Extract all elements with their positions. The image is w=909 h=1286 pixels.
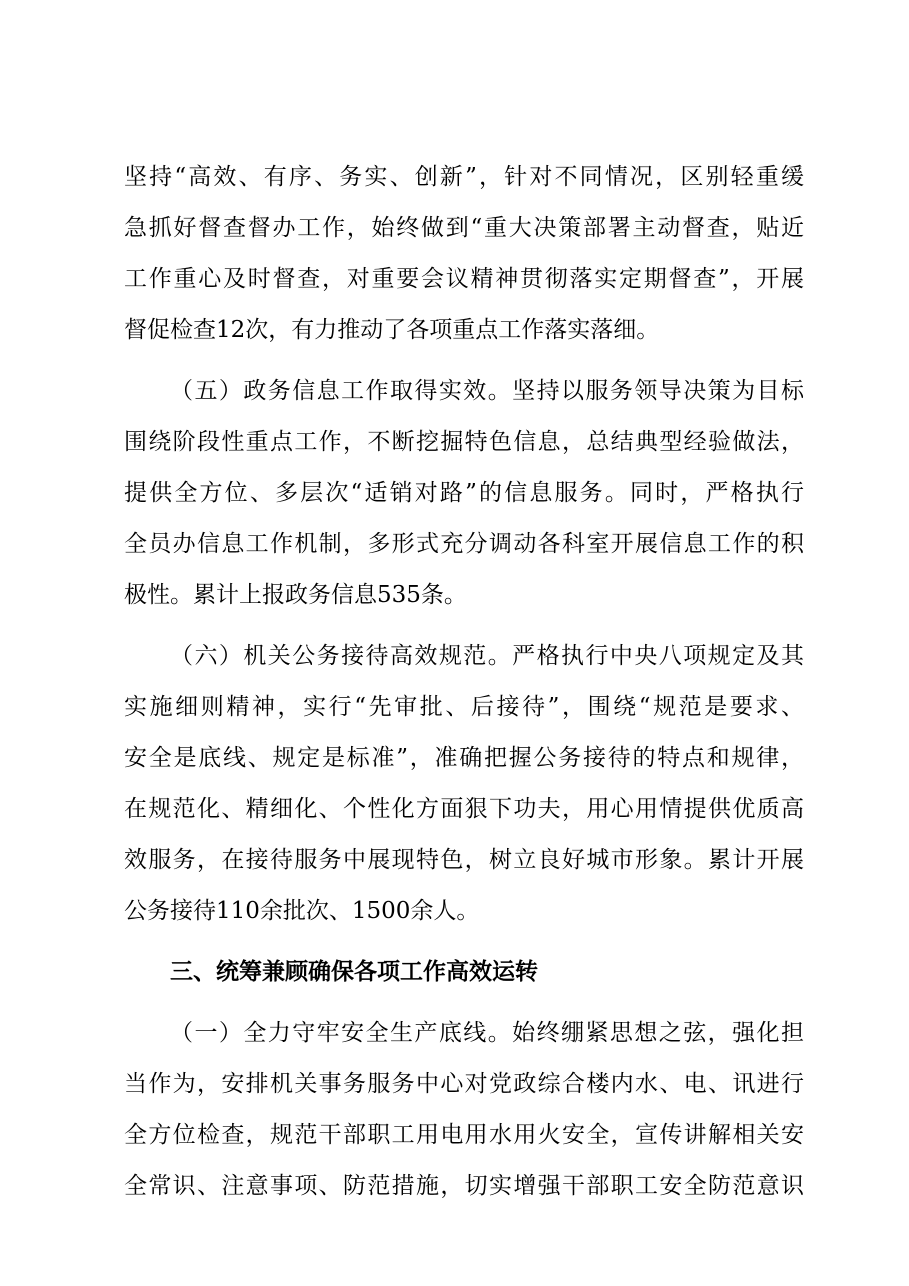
text-line: 实施细则精神，实行“先审批、后接待”，围绕“规范是要求、 <box>124 694 804 720</box>
text-line: 公务接待110余批次、1500余人。 <box>124 898 480 924</box>
text-line: 全方位检查，规范干部职工用电用水用火安全，宣传讲解相关安 <box>124 1122 804 1148</box>
text-line: 坚持“高效、有序、务实、创新”，针对不同情况，区别轻重缓 <box>124 164 804 190</box>
document-body <box>124 152 804 1212</box>
text-line: 提供全方位、多层次“适销对路”的信息服务。同时，严格执行 <box>124 480 804 506</box>
paragraph-supervision <box>124 152 804 356</box>
text-line: 效服务，在接待服务中展现特色，树立良好城市形象。累计开展 <box>124 847 804 873</box>
text-line: 全常识、注意事项、防范措施，切实增强干部职工安全防范意识 <box>124 1173 804 1199</box>
text-line: 当作为，安排机关事务服务中心对党政综合楼内水、电、讯进行 <box>124 1071 804 1097</box>
text-line: 急抓好督查督办工作，始终做到“重大决策部署主动督查，贴近 <box>124 215 804 241</box>
text-line: （五）政务信息工作取得实效。坚持以服务领导决策为目标 <box>170 378 804 404</box>
paragraph-government-information <box>124 366 804 621</box>
text-line: 安全是底线、规定是标准”，准确把握公务接待的特点和规律， <box>124 745 804 771</box>
text-line: 督促检查12次，有力推动了各项重点工作落实落细。 <box>124 317 660 343</box>
section-heading-text: 三、统筹兼顾确保各项工作高效运转 <box>170 959 538 985</box>
text-line: 极性。累计上报政务信息535条。 <box>124 582 467 608</box>
text-line: 在规范化、精细化、个性化方面狠下功夫，用心用情提供优质高 <box>124 796 804 822</box>
section-heading <box>124 947 804 998</box>
text-line: （六）机关公务接待高效规范。严格执行中央八项规定及其 <box>170 643 804 669</box>
text-line: 围绕阶段性重点工作，不断挖掘特色信息，总结典型经验做法， <box>124 429 804 455</box>
text-line: 工作重心及时督查，对重要会议精神贯彻落实定期督查”，开展 <box>124 266 804 292</box>
text-line: （一）全力守牢安全生产底线。始终绷紧思想之弦，强化担 <box>170 1020 804 1046</box>
paragraph-official-reception <box>124 631 804 937</box>
text-line: 全员办信息工作机制，多形式充分调动各科室开展信息工作的积 <box>124 531 804 557</box>
paragraph-safety-production <box>124 1008 804 1212</box>
